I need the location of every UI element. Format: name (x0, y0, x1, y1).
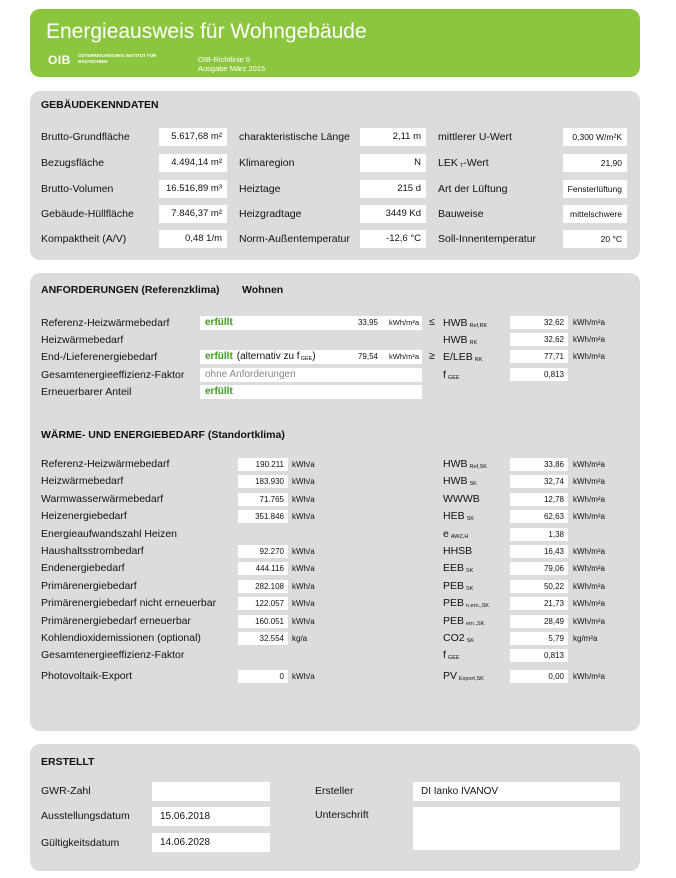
building-field-label: Heizgradtage (239, 208, 302, 220)
demand-specific-value: 28,49 (510, 615, 568, 628)
building-field-label: Gebäude-Hüllfläche (41, 208, 134, 220)
building-field-value: 16.516,89 m³ (159, 180, 227, 198)
demand-specific-value: 12,78 (510, 493, 568, 506)
requirement-status: erfüllt (205, 386, 233, 397)
demand-value: 282.108 (238, 580, 288, 593)
requirement-reference-unit: kWh/m²a (573, 318, 605, 327)
demand-specific-unit: kWh/m²a (573, 564, 605, 573)
demand-symbol (443, 597, 489, 609)
demand-label: Endenergiebedarf (41, 562, 125, 574)
created-panel (30, 744, 640, 871)
demand-specific-unit: kWh/m²a (573, 460, 605, 469)
demand-specific-value: 32,74 (510, 475, 568, 488)
requirement-symbol-subscript: RK (474, 357, 483, 363)
requirement-status-note: (alternativ zu f (236, 351, 300, 362)
requirement-unit: kWh/m²a (389, 352, 419, 361)
requirement-unit: kWh/m²a (389, 318, 419, 327)
building-field-label (438, 157, 489, 169)
requirement-label: Gesamtenergieeffizienz-Faktor (41, 369, 185, 381)
demand-unit: kWh/a (292, 547, 315, 556)
demand-label: Energieaufwandszahl Heizen (41, 528, 178, 540)
guideline-info (198, 55, 265, 73)
requirement-status-field (200, 316, 422, 330)
demand-symbol (443, 562, 473, 574)
demand-unit: kWh/a (292, 495, 315, 504)
demand-label: Gesamtenergieeffizienz-Faktor (41, 649, 185, 661)
created-title: ERSTELLT (41, 756, 95, 768)
building-field-label: Kompaktheit (A/V) (41, 233, 127, 245)
demand-label: Referenz-Heizwärmebedarf (41, 458, 170, 470)
requirement-symbol-main: HWB (443, 317, 468, 329)
comparison-sign: ≤ (429, 316, 435, 328)
demand-symbol-subscript: SK (469, 481, 477, 487)
demand-specific-unit: kWh/m²a (573, 547, 605, 556)
building-field-value: 0,48 1/m (159, 230, 227, 248)
requirement-reference-value: 32,62 (510, 333, 568, 346)
signature-field (413, 807, 620, 850)
demand-unit: kWh/a (292, 564, 315, 573)
demand-label: Photovoltaik-Export (41, 670, 133, 682)
demand-unit: kWh/a (292, 617, 315, 626)
lek-suffix: -Wert (463, 157, 489, 169)
requirement-status-field (200, 368, 422, 382)
demand-symbol-main: EEB (443, 562, 465, 574)
issue-date-value: 15.06.2018 (152, 807, 270, 826)
demand-unit: kWh/a (292, 672, 315, 681)
demand-symbol-subscript: SK (466, 568, 474, 574)
document-title: Energieausweis für Wohngebäude (46, 20, 367, 43)
requirement-reference-unit: kWh/m²a (573, 335, 605, 344)
demand-specific-unit: kWh/m²a (573, 512, 605, 521)
demand-specific-value: 21,73 (510, 597, 568, 610)
demand-specific-value: 0,813 (510, 649, 568, 662)
building-field-value: Fensterlüftung (563, 180, 627, 198)
demand-label: Kohlendioxidemissionen (optional) (41, 632, 201, 644)
requirement-status: ohne Anforderungen (205, 369, 296, 380)
requirement-symbol-main: E/LEB (443, 351, 473, 363)
requirement-symbol (443, 317, 487, 329)
author-label: Ersteller (315, 785, 354, 797)
demand-value: 351.846 (238, 510, 288, 523)
requirement-symbol-main: HWB (443, 334, 468, 346)
demand-symbol-main: PEB (443, 597, 465, 609)
demand-specific-value: 0,00 (510, 670, 568, 683)
lek-subscript: T (459, 163, 464, 169)
demand-title: WÄRME- UND ENERGIEBEDARF (Standortklima) (41, 429, 285, 441)
demand-value: 92.270 (238, 545, 288, 558)
demand-specific-value: 79,06 (510, 562, 568, 575)
demand-symbol-main: CO2 (443, 632, 465, 644)
demand-symbol-subscript: SK (466, 586, 474, 592)
demand-label: Warmwasserwärmebedarf (41, 493, 164, 505)
lek-label: LEK (438, 157, 458, 169)
demand-label: Primärenergiebedarf erneuerbar (41, 615, 191, 627)
demand-specific-value: 16,43 (510, 545, 568, 558)
comparison-sign: ≥ (429, 350, 435, 362)
demand-symbol (443, 475, 477, 487)
demand-unit: kWh/a (292, 460, 315, 469)
demand-symbol-subscript: AWZ,H (450, 534, 469, 540)
building-field-value: 215 d (360, 180, 426, 198)
building-field-value: mittelschwere (563, 205, 627, 223)
demand-symbol-subscript: SK (466, 638, 474, 644)
building-field-value: 3449 Kd (360, 205, 426, 223)
demand-symbol (443, 545, 472, 557)
building-field-label: Bauweise (438, 208, 484, 220)
requirement-label: Heizwärmebedarf (41, 334, 124, 346)
requirement-reference-value: 0,813 (510, 368, 568, 381)
requirements-title: ANFORDERUNGEN (Referenzklima) (41, 284, 220, 296)
demand-label: Heizwärmebedarf (41, 475, 124, 487)
demand-unit: kg/a (292, 634, 308, 643)
building-field-label: Art der Lüftung (438, 183, 508, 195)
demand-specific-unit: kWh/m²a (573, 582, 605, 591)
building-field-value: 0,300 W/m²K (563, 128, 627, 146)
demand-label: Haushaltsstrombedarf (41, 545, 144, 557)
gwr-field (152, 782, 270, 801)
demand-symbol-subscript: ern.,SK (466, 621, 485, 627)
requirement-value: 79,54 (357, 352, 378, 361)
demand-symbol-main: HHSB (443, 545, 473, 557)
requirement-status-field (200, 385, 422, 399)
demand-symbol (443, 528, 468, 540)
demand-symbol-subscript: SK (466, 516, 474, 522)
author-value: DI Ianko IVANOV (413, 782, 620, 801)
building-field-label: Brutto-Volumen (41, 183, 114, 195)
building-field-value: 21,90 (563, 154, 627, 172)
building-field-label: charakteristische Länge (239, 131, 350, 143)
building-field-value: 7.846,37 m² (159, 205, 227, 223)
demand-symbol (443, 632, 474, 644)
requirement-value: 33,95 (357, 318, 378, 327)
demand-specific-value: 5,79 (510, 632, 568, 645)
valid-date-value: 14.06.2028 (152, 833, 270, 852)
requirement-reference-value: 77,71 (510, 350, 568, 363)
guideline-name: OIB-Richtlinie 6 (198, 55, 251, 64)
requirement-label: Erneuerbarer Anteil (41, 386, 132, 398)
requirement-status: erfüllt (205, 317, 233, 328)
building-field-label: Norm-Außentemperatur (239, 233, 350, 245)
building-field-label: Soll-Innentemperatur (438, 233, 537, 245)
demand-symbol (443, 493, 480, 505)
guideline-edition: Ausgabe März 2015 (198, 64, 266, 73)
requirement-symbol-subscript: GEE (447, 375, 460, 381)
demand-specific-value: 1,38 (510, 528, 568, 541)
demand-unit: kWh/a (292, 512, 315, 521)
demand-symbol (443, 615, 484, 627)
demand-label: Primärenergiebedarf nicht erneuerbar (41, 597, 217, 609)
demand-symbol (443, 580, 473, 592)
building-field-label: Heiztage (239, 183, 281, 195)
requirement-symbol-subscript: RK (469, 340, 478, 346)
demand-label: Primärenergiebedarf (41, 580, 137, 592)
demand-unit: kWh/a (292, 582, 315, 591)
demand-specific-unit: kWh/m²a (573, 477, 605, 486)
demand-value: 122.057 (238, 597, 288, 610)
demand-value: 190.211 (238, 458, 288, 471)
requirements-demand-panel (30, 273, 640, 731)
building-field-label: Klimaregion (239, 157, 295, 169)
requirement-label: Referenz-Heizwärmebedarf (41, 317, 170, 329)
oib-logo: OIB (48, 53, 71, 67)
demand-value: 32.554 (238, 632, 288, 645)
building-field-value: 2,11 m (360, 128, 426, 146)
demand-label: Heizenergiebedarf (41, 510, 127, 522)
demand-symbol-subscript: n.ern.,SK (466, 603, 489, 609)
demand-symbol-main: HWB (443, 458, 468, 470)
demand-specific-value: 50,22 (510, 580, 568, 593)
demand-specific-unit: kWh/m²a (573, 599, 605, 608)
requirements-category: Wohnen (242, 284, 284, 296)
requirement-symbol-subscript: Ref,RK (469, 323, 488, 329)
demand-symbol-subscript: Export,SK (459, 676, 484, 682)
requirement-symbol (443, 351, 482, 363)
demand-value: 183.930 (238, 475, 288, 488)
building-field-value: 4.494,14 m² (159, 154, 227, 172)
building-field-value: N (360, 154, 426, 172)
header-banner (30, 9, 640, 77)
requirement-status-field (200, 350, 422, 364)
building-data-panel (30, 91, 640, 260)
demand-symbol-main: PEB (443, 615, 465, 627)
signature-label: Unterschrift (315, 809, 369, 821)
demand-value: 0 (238, 670, 288, 683)
requirement-status-note-subscript: GEE (300, 356, 313, 362)
demand-specific-unit: kWh/m²a (573, 495, 605, 504)
building-field-value: 5.617,68 m² (159, 128, 227, 146)
demand-symbol (443, 458, 487, 470)
issue-date-label: Ausstellungsdatum (41, 810, 130, 822)
requirement-status: erfüllt (205, 351, 233, 362)
demand-symbol-main: HWB (443, 475, 468, 487)
demand-specific-unit: kWh/m²a (573, 672, 605, 681)
requirement-symbol (443, 369, 460, 381)
demand-specific-value: 33,86 (510, 458, 568, 471)
demand-symbol-main: WWWB (443, 493, 480, 505)
demand-symbol-main: f (443, 649, 446, 661)
demand-symbol (443, 670, 484, 682)
demand-symbol (443, 649, 460, 661)
requirement-symbol-main: f (443, 369, 446, 381)
demand-specific-unit: kWh/m²a (573, 617, 605, 626)
oib-logo-subtitle: ÖSTERREICHISCHES INSTITUT FÜR BAUTECHNIK (78, 53, 157, 64)
demand-specific-value: 62,63 (510, 510, 568, 523)
building-field-label: Bezugsfläche (41, 157, 105, 169)
demand-value: 160.051 (238, 615, 288, 628)
building-field-value: -12,6 °C (360, 230, 426, 248)
building-field-label: Brutto-Grundfläche (41, 131, 130, 143)
requirement-reference-unit: kWh/m²a (573, 352, 605, 361)
demand-value: 71.765 (238, 493, 288, 506)
demand-value: 444.116 (238, 562, 288, 575)
demand-symbol-main: e (443, 528, 449, 540)
gwr-label: GWR-Zahl (41, 785, 91, 797)
demand-symbol-main: PV (443, 670, 458, 682)
demand-symbol-subscript: Ref,SK (469, 464, 487, 470)
requirement-symbol (443, 334, 477, 346)
demand-symbol-main: PEB (443, 580, 465, 592)
demand-unit: kWh/a (292, 477, 315, 486)
building-data-title: GEBÄUDEKENNDATEN (41, 99, 159, 111)
building-field-label: mittlerer U-Wert (438, 131, 512, 143)
requirement-label: End-/Lieferenergiebedarf (41, 351, 158, 363)
demand-symbol-subscript: GEE (447, 655, 460, 661)
valid-date-label: Gültigkeitsdatum (41, 837, 120, 849)
requirement-reference-value: 32,62 (510, 316, 568, 329)
demand-specific-unit: kg/m²a (573, 634, 598, 643)
requirement-status-note-end: ) (312, 351, 316, 362)
demand-symbol-main: HEB (443, 510, 465, 522)
building-field-value: 20 °C (563, 230, 627, 248)
demand-symbol (443, 510, 474, 522)
demand-unit: kWh/a (292, 599, 315, 608)
